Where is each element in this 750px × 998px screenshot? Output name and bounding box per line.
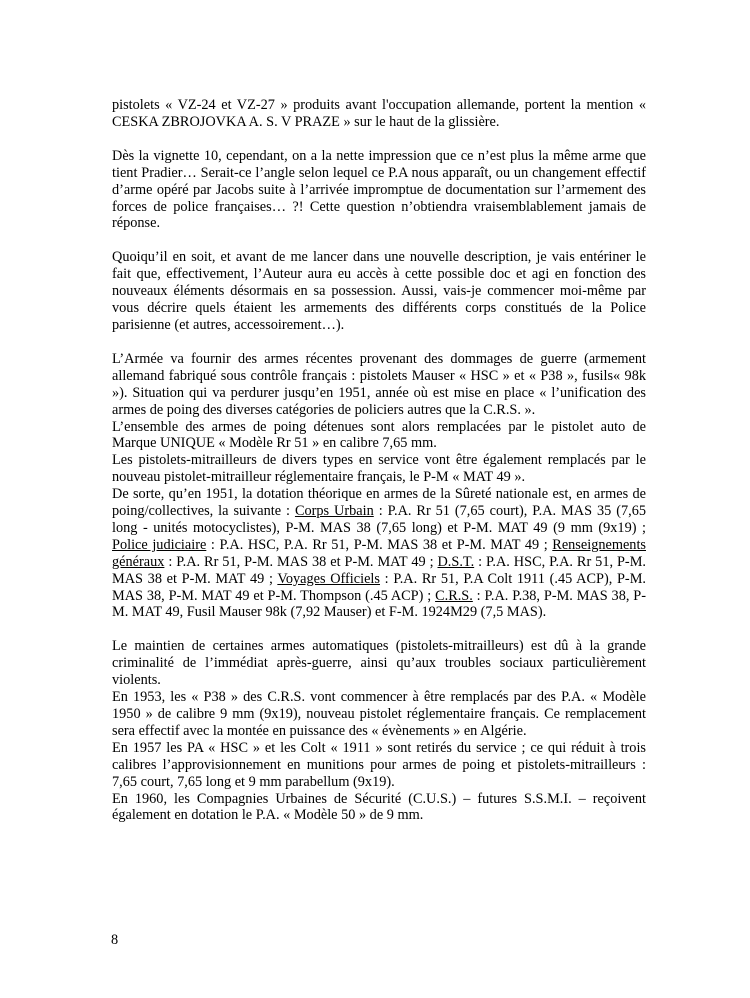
paragraph-description-intro: Quoiqu’il en soit, et avant de me lancer dans une nouvelle description, je vais entériner le fait que, effectivement, l’Auteur aura eu accès à cette possible doc et agi en fonction des nouveaux éléments désormais en sa possession. Aussi, vais-je commencer moi-même par vous décrire quels étaient les armements des différents corps constitués de la Police parisienne (et autres, accessoirement…). — [112, 249, 646, 333]
paragraph-smg-replacement: Les pistolets-mitrailleurs de divers types en service vont être également remplacés par le nouveau pistolet-mitrailleur réglementaire français, le P-M « MAT 49 ». — [112, 452, 646, 486]
allocation-voyages-officiels: : P.A. Rr 51, P.A Colt 1911 (.45 ACP), P-M. MAS 38, P-M. MAT 49 et P-M. Thompson (.45 ACP) ; — [112, 570, 646, 604]
allocation-crs: : P.A. P.38, P-M. MAS 38, P-M. MAT 49, Fusil Mauser 98k (7,92 Mauser) et F-M. 1924M29 (7,5 MAS). — [112, 587, 646, 621]
paragraph-gap — [112, 334, 646, 351]
paragraph-1960: En 1960, les Compagnies Urbaines de Sécurité (C.U.S.) – futures S.S.M.I. – reçoivent également en dotation le P.A. « Modèle 50 » de 9 mm. — [112, 790, 646, 824]
paragraph-vignette-10: Dès la vignette 10, cependant, on a la nette impression que ce n’est plus la même arme que tient Pradier… Serait-ce l’angle selon lequel ce P.A nous apparaît, ou un changement effectif d’arme opéré par Jacobs suite à l’arrivée impromptue de documentation sur l’armement des forces de police françaises… ?! Cette question n’obtiendra vraisemblablement jamais de réponse. — [112, 147, 646, 232]
paragraph-1951-allocation — [112, 486, 646, 621]
allocation-renseignements-generaux: : P.A. Rr 51, P-M. MAS 38 et P-M. MAT 49 ; — [164, 553, 438, 570]
label-corps-urbain: Corps Urbain — [294, 503, 374, 520]
allocation-police-judiciaire: : P.A. HSC, P.A. Rr 51, P-M. MAS 38 et P-M. MAT 49 ; — [206, 536, 553, 553]
label-police-judiciaire: Police judiciaire — [112, 536, 207, 553]
allocation-corps-urbain: : P.A. Rr 51 (7,65 court), P.A. MAS 35 (7,65 long - unités motocyclistes), P-M. MAS 38 (7,65 long) et P-M. MAT 49 (9 mm (9x19) ; — [112, 503, 646, 536]
allocation-intro: De sorte, qu’en 1951, la dotation théorique en armes de la Sûreté nationale est, en armes de poing/collectives, la suivante : — [112, 486, 646, 520]
label-crs: C.R.S. — [435, 587, 473, 604]
label-dst: D.S.T. — [437, 553, 475, 570]
allocation-dst: : P.A. HSC, P.A. Rr 51, P-M. MAS 38 et P-M. MAT 49 ; — [112, 553, 646, 587]
paragraph-gap — [112, 232, 646, 249]
paragraph-unique-pistol: L’ensemble des armes de poing détenues sont alors remplacées par le pistolet auto de Marque UNIQUE « Modèle Rr 51 » en calibre 7,65 mm. — [112, 418, 646, 452]
paragraph-army-supply: L’Armée va fournir des armes récentes provenant des dommages de guerre (armement allemand fabriqué sous contrôle français : pistolets Mauser « HSC » et « P38 », fusils« 98k »). Situation qui va perdurer jusqu’en 1951, année où est mise en place « l’unification des armes de poing des diverses catégories de policiers autres que la C.R.S. ». — [112, 350, 646, 418]
label-renseignements-generaux: Renseignements généraux — [112, 536, 646, 570]
paragraph-gap — [112, 621, 646, 638]
paragraph-1957: En 1957 les PA « HSC » et les Colt « 1911 » sont retirés du service ; ce qui réduit à trois calibres l’approvisionnement en munitions pour armes de poing et pistolets-mitrailleurs : 7,65 court, 7,65 long et 9 mm parabellum (9x19). — [112, 739, 646, 790]
paragraph-vz-pistols: pistolets « VZ-24 et VZ-27 » produits avant l'occupation allemande, portent la mention « CESKA ZBROJOVKA A. S. V PRAZE » sur le haut de la glissière. — [112, 97, 646, 130]
paragraph-1953: En 1953, les « P38 » des C.R.S. vont commencer à être remplacés par des P.A. « Modèle 1950 » de calibre 9 mm (9x19), nouveau pistolet réglementaire français. Ce remplacement sera effectif avec la montée en puissance des « évènements » en Algérie. — [112, 689, 646, 739]
paragraph-gap — [112, 131, 646, 148]
paragraph-automatic-weapons: Le maintien de certaines armes automatiques (pistolets-mitrailleurs) est dû à la grande criminalité de l’immédiat après-guerre, ainsi qu’aux troubles sociaux particulièrement violents. — [112, 638, 646, 689]
page-number: 8 — [111, 932, 119, 948]
label-voyages-officiels: Voyages Officiels — [277, 570, 380, 587]
document-body — [112, 97, 646, 824]
